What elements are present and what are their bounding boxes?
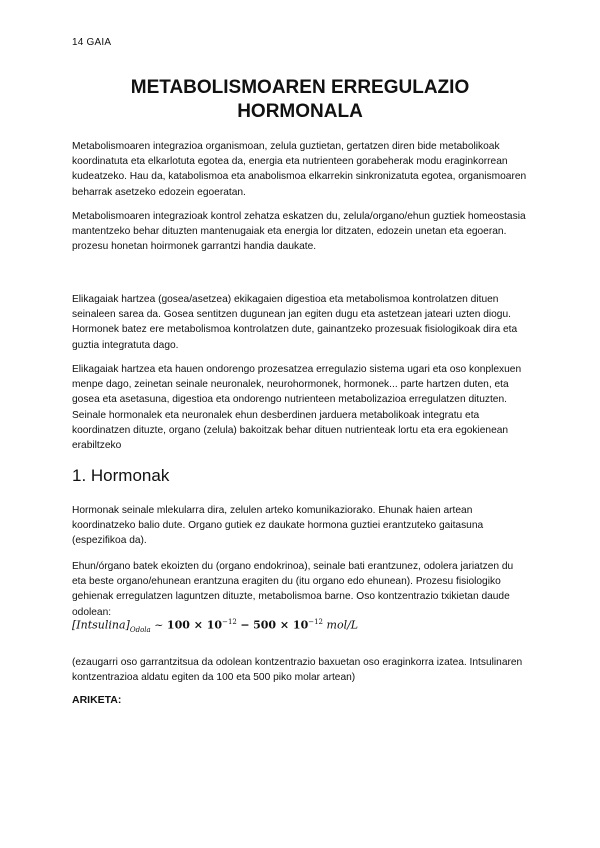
formula-term-1: 100 × 10 [166, 618, 223, 632]
title-line-2: HORMONALA [237, 101, 363, 122]
formula-lhs-subscript: Odola [129, 625, 151, 634]
paragraph-4: Elikagaiak hartzea eta hauen ondorengo prozesatzea erregulazio sistema ugari eta oso konplexuen menpe dago, zeinetan seinale neuronalek, neurohormonek, hormonek... parte hartzen duten, eta gosea eta asetasuna, digestioa eta ondorengo nutrienteen metabolizazioa erregulatzen dituzten. Seinale hormonalek eta neuronalek ehun desberdinen jarduera metabolikoak integratu eta koordinatzen dituzte, organo (zelula) bakoitzak behar dituen nutrienteak lortu eta era egokienean erabiltzeko [72, 364, 522, 452]
paragraph-6: Ehun/órgano batek ekoizten du (organo endokrinoa), seinale bati erantzunez, odolera jariatzen du eta beste organo/ehunean erantzuna eragiten du (itu organo edo ehunean). Prozesu fisiologiko gehienak erregulatzen laguntzen dituzte, metabolismoa barne. Oso kontzentrazio txikietan daude odolean: [72, 561, 514, 618]
section-heading: 1. Hormonak [72, 466, 170, 485]
paragraph-3: Elikagaiak hartzea (gosea/asetzea) ekikagaien digestioa eta metabolismoa kontrolatzen dituen seinaleen sarea da. Gosea sentitzen dugunean jan egiten dugu eta astetzean jateari uzten diogu. Hormonek batez ere metabolismoa kontrolatzen dute, gainantzeko prozesuak fisiologikoak dira eta guztia integratuta dago. [72, 294, 518, 351]
paragraph-7: (ezaugarri oso garrantzitsua da odolean kontzentrazio baxuetan oso eraginkorra izatea. Intsulinaren kontzentrazioa aldatu egiten da 100 eta 500 piko molar artean) [72, 657, 523, 684]
insulin-formula [72, 618, 372, 642]
paragraph-1: Metabolismoaren integrazioa organismoan, zelula guztietan, gertatzen diren bide metabolikoak koordinatuta eta elkarlotuta egotea da, energia eta nutrienteen gorabeherak modu eraginkorrean kudeatzeko. Hau da, katabolismoa eta anabolismoa elkarrekin sinkronizatuta egotea, organismoaren beharrak asetzeko edozein egoeratan. [72, 141, 527, 198]
title-line-1: METABOLISMOAREN ERREGULAZIO [130, 77, 470, 98]
paragraph-5: Hormonak seinale mlekularra dira, zelulen arteko komunikaziorako. Ehunak haien artean koordinatzeko balio dute. Organo gutiek ez daukate hormona guztiei erantzuteko gaitasuna (espezifikoa da). [72, 505, 484, 547]
formula-exponent-1: −12 [222, 618, 237, 626]
formula-exponent-2: −12 [308, 618, 324, 626]
page-title [72, 76, 528, 124]
formula-unit: mol/L [326, 618, 359, 632]
formula-term-2: 500 × 10 [253, 618, 309, 632]
formula-approx: ~ [154, 618, 164, 632]
exercise-label: ARIKETA: [72, 694, 122, 706]
chapter-label: 14 GAIA [72, 37, 112, 48]
paragraph-2: Metabolismoaren integrazioak kontrol zehatza eskatzen du, zelula/organo/ehun guztiek homeostasia mantentzeko behar dituzten mantenugaiak eta energia lor ditzaten, edozein unetan eta egoeran. prozesu honetan hoirmonek garrantzi handia daukate. [72, 211, 526, 253]
formula-lhs: [Intsulina] [72, 618, 130, 632]
formula-dash: − [240, 618, 250, 632]
